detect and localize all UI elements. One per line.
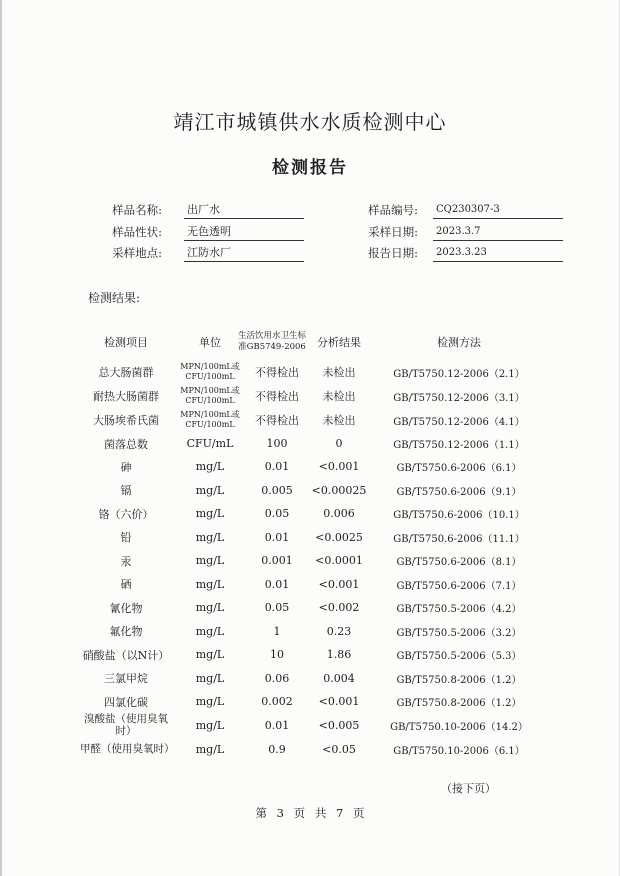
cell-standard: 0.05 bbox=[264, 507, 290, 520]
sample-info-row bbox=[0, 224, 620, 242]
cell-standard: 不得检出 bbox=[255, 390, 299, 403]
cell-unit: mg/L bbox=[195, 718, 225, 732]
cell-standard: 0.01 bbox=[264, 577, 290, 591]
cell-result: <0.0001 bbox=[315, 554, 363, 567]
cell-result: <0.001 bbox=[318, 460, 360, 473]
table-row bbox=[80, 643, 540, 666]
cell-standard: 0.05 bbox=[264, 601, 290, 614]
cell-standard: 0.01 bbox=[264, 460, 290, 473]
header-unit: 单位 bbox=[199, 335, 221, 349]
table-row bbox=[80, 596, 540, 619]
header-method: 检测方法 bbox=[437, 335, 481, 349]
cell-item: 镉 bbox=[120, 484, 132, 497]
sample-info-row bbox=[0, 202, 620, 220]
cell-item: 硒 bbox=[120, 578, 132, 591]
cell-method: GB/T5750.6-2006（6.1） bbox=[396, 463, 522, 474]
cell-result: 0 bbox=[335, 437, 343, 450]
table-row bbox=[80, 690, 540, 713]
table-row bbox=[80, 737, 540, 761]
table-row bbox=[80, 455, 540, 478]
cell-standard: 0.06 bbox=[264, 671, 290, 685]
table-row bbox=[80, 384, 540, 408]
table-row bbox=[80, 360, 540, 384]
cell-item: 甲醛（使用臭氧时） bbox=[80, 743, 175, 755]
table-row bbox=[80, 549, 540, 572]
cell-item: 铅 bbox=[120, 531, 132, 544]
cell-item: 氰化物 bbox=[109, 601, 143, 615]
cell-standard: 100 bbox=[266, 437, 288, 450]
cell-unit: mg/L bbox=[195, 601, 225, 614]
cell-unit: mg/L bbox=[195, 742, 225, 756]
header-result: 分析结果 bbox=[317, 335, 361, 349]
cell-result: <0.001 bbox=[318, 695, 360, 708]
cell-item: 总大肠菌群 bbox=[98, 366, 154, 379]
cell-item: 三氯甲烷 bbox=[104, 672, 148, 685]
cell-result: 未检出 bbox=[322, 390, 356, 403]
cell-standard: 10 bbox=[270, 648, 284, 661]
cell-item: 大肠埃希氏菌 bbox=[93, 414, 159, 427]
cell-unit: mg/L bbox=[195, 671, 225, 685]
sample-name-label: 样品名称: bbox=[112, 203, 162, 217]
cell-standard: 0.002 bbox=[261, 695, 293, 708]
table-header bbox=[80, 323, 540, 360]
cell-item: 菌落总数 bbox=[104, 437, 148, 451]
cell-result: 0.006 bbox=[323, 507, 355, 520]
header-item: 检测项目 bbox=[104, 335, 148, 349]
cell-method: GB/T5750.6-2006（11.1） bbox=[393, 533, 525, 545]
sampling-location-label: 采样地点: bbox=[112, 246, 162, 260]
cell-result: 未检出 bbox=[322, 366, 356, 379]
cell-result: <0.05 bbox=[322, 742, 356, 756]
table-row bbox=[80, 478, 540, 502]
cell-unit: mg/L bbox=[195, 695, 225, 708]
cell-standard: 0.01 bbox=[264, 718, 290, 732]
cell-method: GB/T5750.8-2006（1.2） bbox=[396, 698, 522, 709]
cell-method: GB/T5750.5-2006（3.2） bbox=[396, 627, 522, 639]
cell-unit: CFU/mL bbox=[186, 437, 234, 450]
table-row bbox=[80, 572, 540, 596]
cell-method: GB/T5750.10-2006（14.2） bbox=[390, 721, 528, 733]
cell-item: 四氯化碳 bbox=[104, 695, 148, 709]
table-row bbox=[80, 502, 540, 525]
cell-unit: mg/L bbox=[195, 507, 225, 520]
cell-standard: 0.01 bbox=[264, 530, 290, 544]
continue-note: （接下页） bbox=[441, 782, 496, 795]
cell-method: GB/T5750.5-2006（4.2） bbox=[396, 604, 522, 615]
cell-result: 0.23 bbox=[326, 624, 352, 638]
report-date-value: 2023.3.23 bbox=[433, 245, 563, 262]
cell-method: GB/T5750.12-2006（3.1） bbox=[393, 392, 525, 404]
cell-unit: MPN/100mL或CFU/100mL bbox=[180, 362, 240, 381]
cell-standard: 不得检出 bbox=[255, 414, 299, 427]
report-date-label: 报告日期: bbox=[368, 246, 418, 260]
cell-result: <0.005 bbox=[318, 718, 360, 732]
cell-method: GB/T5750.8-2006（1.2） bbox=[396, 674, 522, 686]
cell-method: GB/T5750.6-2006（7.1） bbox=[396, 580, 522, 592]
cell-unit: mg/L bbox=[195, 648, 225, 661]
sampling-date-label: 采样日期: bbox=[368, 225, 418, 239]
cell-item: 耐热大肠菌群 bbox=[93, 390, 159, 403]
cell-result: <0.0025 bbox=[315, 530, 363, 544]
sample-info-row bbox=[0, 245, 620, 263]
table-row bbox=[80, 666, 540, 690]
cell-result: <0.002 bbox=[318, 601, 360, 614]
sample-appearance-label: 样品性状: bbox=[112, 225, 162, 239]
header-standard: 生活饮用水卫生标准GB5749-2006 bbox=[238, 331, 307, 352]
cell-item: 硝酸盐（以N计） bbox=[82, 648, 170, 662]
cell-method: GB/T5750.6-2006（10.1） bbox=[393, 510, 525, 521]
cell-standard: 0.9 bbox=[268, 742, 286, 756]
cell-item: 溴酸盐（使用臭氧时） bbox=[84, 713, 168, 737]
table-row bbox=[80, 619, 540, 643]
organization-title: 靖江市城镇供水水质检测中心 bbox=[173, 110, 447, 134]
cell-unit: mg/L bbox=[195, 530, 225, 544]
cell-unit: mg/L bbox=[195, 460, 225, 473]
sample-number-label: 样品编号: bbox=[368, 203, 418, 217]
cell-unit: MPN/100mL或CFU/100mL bbox=[180, 386, 240, 405]
sample-name-value: 出厂水 bbox=[184, 202, 304, 219]
cell-result: 1.86 bbox=[326, 648, 352, 661]
cell-unit: mg/L bbox=[195, 554, 225, 567]
cell-standard: 0.005 bbox=[261, 483, 293, 497]
cell-method: GB/T5750.5-2006（5.3） bbox=[396, 651, 522, 662]
table-row bbox=[80, 713, 540, 737]
cell-method: GB/T5750.12-2006（2.1） bbox=[393, 368, 525, 380]
report-title: 检测报告 bbox=[272, 158, 348, 178]
cell-unit: MPN/100mL或CFU/100mL bbox=[180, 410, 240, 429]
cell-item: 铬（六价） bbox=[98, 507, 154, 521]
cell-method: GB/T5750.6-2006（9.1） bbox=[396, 486, 522, 498]
cell-standard: 0.001 bbox=[261, 554, 293, 567]
cell-item: 汞 bbox=[120, 554, 132, 568]
sampling-location-value: 江防水厂 bbox=[184, 245, 304, 262]
results-table bbox=[80, 323, 540, 761]
cell-item: 氟化物 bbox=[109, 625, 143, 638]
cell-method: GB/T5750.10-2006（6.1） bbox=[393, 745, 525, 757]
cell-method: GB/T5750.6-2006（8.1） bbox=[396, 557, 522, 568]
sample-appearance-value: 无色透明 bbox=[184, 224, 304, 241]
cell-result: 未检出 bbox=[322, 414, 356, 427]
cell-standard: 不得检出 bbox=[255, 366, 299, 379]
results-label: 检测结果: bbox=[88, 291, 141, 305]
cell-unit: mg/L bbox=[195, 483, 225, 497]
sampling-date-value: 2023.3.7 bbox=[433, 224, 563, 241]
cell-result: <0.00025 bbox=[311, 483, 367, 497]
cell-result: 0.004 bbox=[323, 671, 355, 685]
cell-method: GB/T5750.12-2006（4.1） bbox=[393, 416, 525, 428]
cell-result: <0.001 bbox=[318, 577, 360, 591]
page-number: 第 3 页 共 7 页 bbox=[255, 806, 365, 820]
cell-method: GB/T5750.12-2006（1.1） bbox=[393, 440, 525, 451]
table-row bbox=[80, 525, 540, 549]
cell-item: 砷 bbox=[120, 460, 132, 474]
cell-unit: mg/L bbox=[195, 577, 225, 591]
cell-unit: mg/L bbox=[195, 624, 225, 638]
sample-number-value: CQ230307-3 bbox=[433, 202, 563, 219]
cell-standard: 1 bbox=[273, 624, 281, 638]
table-row bbox=[80, 432, 540, 455]
table-row bbox=[80, 408, 540, 432]
table-body bbox=[80, 360, 540, 761]
